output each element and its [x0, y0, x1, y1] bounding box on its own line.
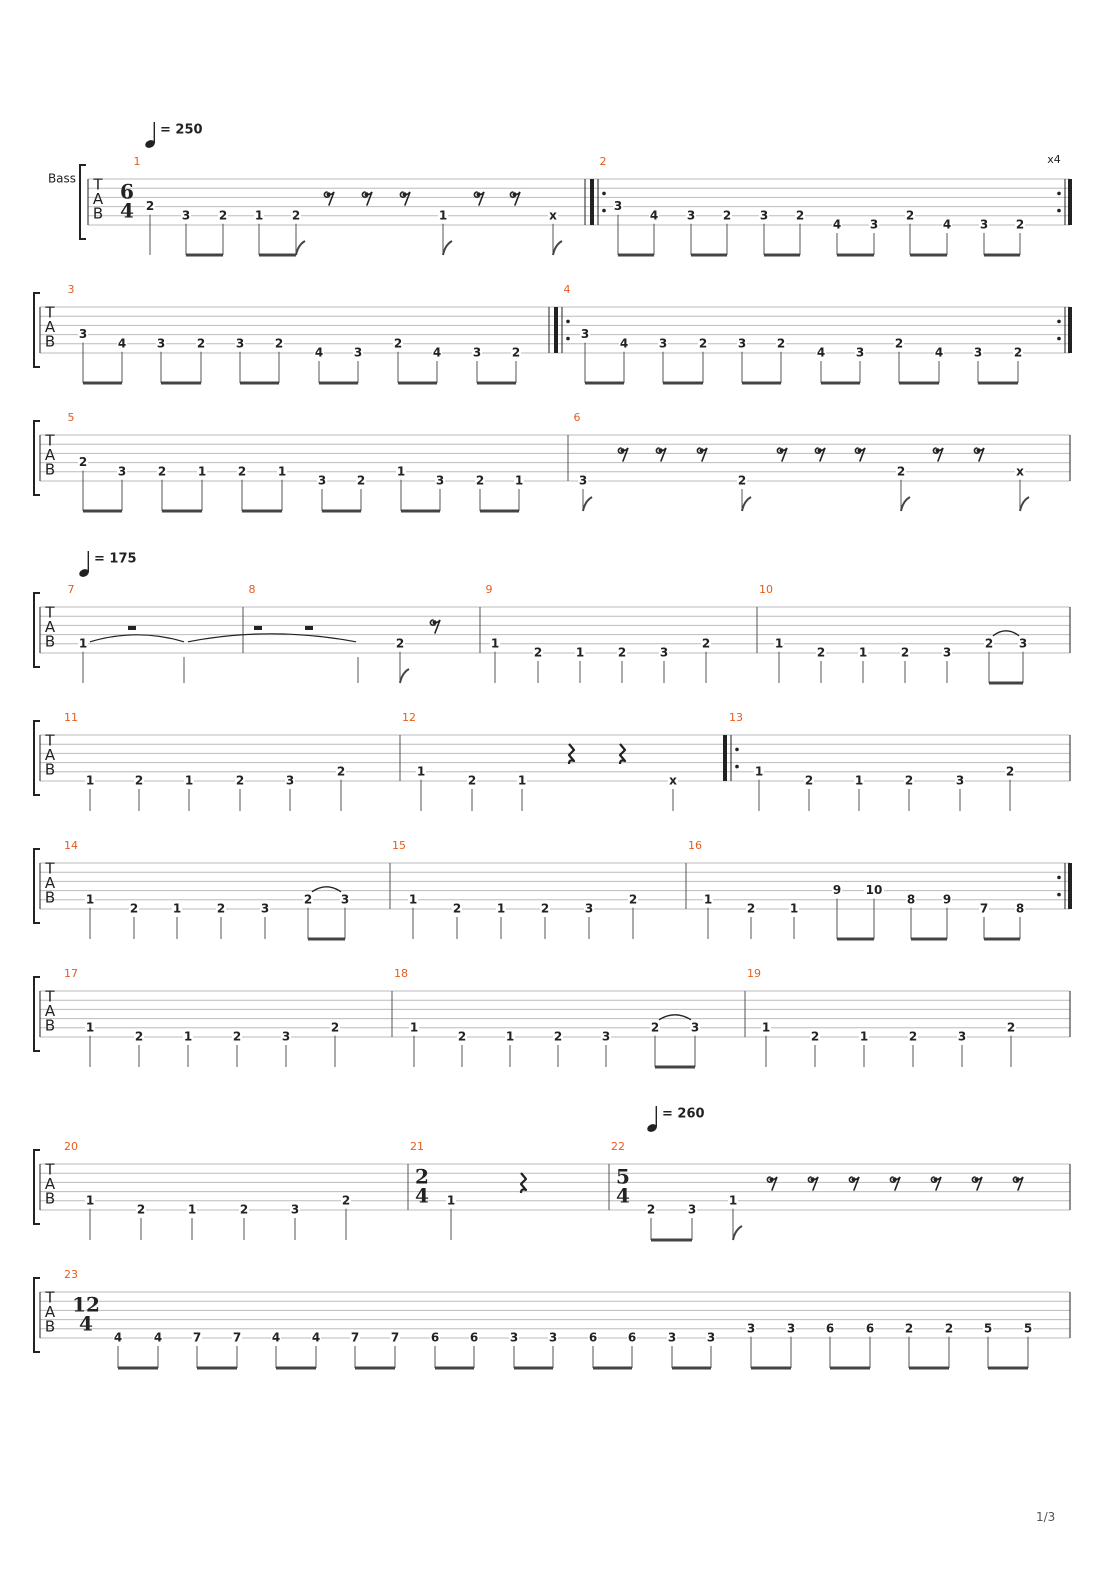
fret-number: 2 — [134, 1029, 144, 1044]
tab-system — [34, 411, 1070, 511]
fret-number: 4 — [619, 336, 629, 351]
tab-clef-letter: B — [44, 760, 56, 779]
system-bracket — [34, 1278, 40, 1352]
fret-number: 2 — [553, 1029, 563, 1044]
eighth-rest — [972, 1177, 982, 1190]
fret-number: 1 — [514, 473, 524, 488]
fret-number: 2 — [646, 1202, 656, 1217]
fret-number: 7 — [979, 901, 989, 916]
tab-system — [80, 155, 1070, 255]
fret-number: 2 — [795, 208, 805, 223]
fret-number: 3 — [957, 1029, 967, 1044]
note-flag — [733, 1226, 742, 1240]
fret-number: 4 — [934, 345, 944, 360]
tab-system — [34, 711, 1070, 811]
fret-number: 2 — [746, 901, 756, 916]
fret-number: 3 — [658, 336, 668, 351]
fret-number: 4 — [271, 1330, 281, 1345]
eighth-rest — [855, 448, 865, 461]
measure-number: 8 — [248, 583, 256, 596]
fret-number: 2 — [1006, 1020, 1016, 1035]
fret-number: 1 — [854, 773, 864, 788]
measure-number: 1 — [133, 155, 141, 168]
fret-number: 2 — [1013, 345, 1023, 360]
fret-number: 2 — [900, 645, 910, 660]
fret-number: 4 — [942, 217, 952, 232]
instrument-label: Bass — [47, 171, 77, 186]
fret-number: 3 — [746, 1321, 756, 1336]
fret-number: 4 — [117, 336, 127, 351]
tab-clef-letter: A — [92, 190, 104, 208]
system-bracket — [34, 721, 40, 795]
measure-number: 11 — [64, 711, 78, 724]
tempo-note-icon — [78, 551, 90, 578]
fret-number: 2 — [776, 336, 786, 351]
tab-clef-letter: B — [44, 632, 56, 651]
fret-number: 2 — [457, 1029, 467, 1044]
fret-number: 4 — [649, 208, 659, 223]
eighth-rest — [974, 448, 984, 461]
fret-number: 1 — [728, 1193, 738, 1208]
note-flag — [1020, 497, 1029, 511]
tab-clef-letter: B — [44, 332, 56, 351]
fret-number: 1 — [505, 1029, 515, 1044]
tab-clef-letter: T — [45, 731, 55, 750]
eighth-rest — [618, 448, 628, 461]
fret-number: 1 — [78, 636, 88, 651]
fret-number: 3 — [578, 473, 588, 488]
half-rest — [254, 626, 262, 630]
eighth-rest — [697, 448, 707, 461]
note-flag — [553, 241, 562, 255]
fret-number: 2 — [356, 473, 366, 488]
fret-number: 7 — [390, 1330, 400, 1345]
system-bracket — [34, 593, 40, 667]
fret-number: 1 — [187, 1202, 197, 1217]
tab-clef-letter: A — [44, 618, 56, 636]
fret-number: 2 — [129, 901, 139, 916]
repeat-dot — [1057, 192, 1061, 196]
fret-number: 2 — [804, 773, 814, 788]
note-flag — [400, 669, 409, 683]
eighth-rest — [815, 448, 825, 461]
fret-number: 2 — [452, 901, 462, 916]
fret-number: 1 — [754, 764, 764, 779]
tab-clef-letter: T — [45, 1288, 55, 1307]
fret-number: 2 — [239, 1202, 249, 1217]
fret-number: 2 — [722, 208, 732, 223]
fret-number: 2 — [218, 208, 228, 223]
tab-clef-letter: B — [44, 1317, 56, 1336]
time-signature-bottom: 4 — [120, 198, 134, 223]
measure-number: 6 — [573, 411, 581, 424]
eighth-rest — [656, 448, 666, 461]
fret-number: 3 — [580, 327, 590, 342]
fret-number: 1 — [184, 773, 194, 788]
time-signature-top: 2 — [415, 1164, 429, 1189]
fret-number: 2 — [395, 636, 405, 651]
eighth-rest — [430, 620, 440, 633]
time-signature-bottom: 4 — [415, 1183, 429, 1208]
fret-number: 3 — [759, 208, 769, 223]
tab-clef-letter: T — [45, 1160, 55, 1179]
fret-number: 2 — [134, 773, 144, 788]
fret-number: 3 — [317, 473, 327, 488]
eighth-rest — [400, 192, 410, 205]
system-bracket — [80, 165, 86, 239]
fret-number: 3 — [472, 345, 482, 360]
tab-clef-letter: A — [44, 1002, 56, 1020]
measure-number: 7 — [67, 583, 75, 596]
fret-number: 4 — [432, 345, 442, 360]
tab-clef-letter: T — [45, 303, 55, 322]
measure-number: 17 — [64, 967, 78, 980]
fret-number: 2 — [984, 636, 994, 651]
fret-number: 1 — [761, 1020, 771, 1035]
fret-number: 3 — [659, 645, 669, 660]
measure-number: 3 — [67, 283, 75, 296]
repeat-dot — [735, 765, 739, 769]
fret-number: 7 — [232, 1330, 242, 1345]
eighth-rest — [777, 448, 787, 461]
fret-number: 2 — [816, 645, 826, 660]
fret-number: 2 — [540, 901, 550, 916]
fret-number: 2 — [157, 464, 167, 479]
tab-clef-letter: A — [44, 318, 56, 336]
measure-number: 9 — [485, 583, 493, 596]
fret-number: 4 — [832, 217, 842, 232]
measure-number: 2 — [599, 155, 607, 168]
fret-number: 4 — [816, 345, 826, 360]
fret-number: 2 — [136, 1202, 146, 1217]
fret-number: 2 — [908, 1029, 918, 1044]
measure-number: 18 — [394, 967, 408, 980]
measure-number: 10 — [759, 583, 773, 596]
note-flag — [742, 497, 751, 511]
tie — [90, 635, 184, 642]
fret-number: 3 — [690, 1020, 700, 1035]
tempo-note-icon — [646, 1106, 658, 1133]
eighth-rest — [808, 1177, 818, 1190]
fret-number: 2 — [303, 892, 313, 907]
fret-number: 3 — [435, 473, 445, 488]
fret-number: x — [669, 773, 677, 788]
fret-number: 3 — [942, 645, 952, 660]
measure-number: 5 — [67, 411, 75, 424]
repeat-dot — [566, 320, 570, 324]
tab-system — [34, 1268, 1070, 1368]
fret-number: 3 — [78, 327, 88, 342]
time-signature-bottom: 4 — [616, 1183, 630, 1208]
tab-clef-letter: A — [44, 1175, 56, 1193]
fret-number: 7 — [350, 1330, 360, 1345]
fret-number: 1 — [172, 901, 182, 916]
time-signature-bottom: 4 — [79, 1311, 93, 1336]
fret-number: 5 — [983, 1321, 993, 1336]
tab-clef-letter: B — [44, 1189, 56, 1208]
measure-number: 21 — [410, 1140, 424, 1153]
fret-number: 3 — [687, 1202, 697, 1217]
fret-number: 1 — [85, 773, 95, 788]
half-rest — [128, 626, 136, 630]
tab-clef-letter: T — [45, 987, 55, 1006]
time-signature-top: 12 — [72, 1292, 100, 1317]
fret-number: 3 — [290, 1202, 300, 1217]
measure-number: 14 — [64, 839, 78, 852]
repeat-dot — [1057, 876, 1061, 880]
tab-system — [34, 1140, 1070, 1240]
fret-number: 2 — [894, 336, 904, 351]
fret-number: 3 — [1018, 636, 1028, 651]
fret-number: 2 — [896, 464, 906, 479]
tempo-marking: = 175 — [94, 551, 137, 567]
fret-number: 1 — [490, 636, 500, 651]
fret-number: 2 — [1005, 764, 1015, 779]
fret-number: 1 — [858, 645, 868, 660]
measure-number: 16 — [688, 839, 702, 852]
fret-number: 2 — [216, 901, 226, 916]
fret-number: 4 — [113, 1330, 123, 1345]
fret-number: 2 — [336, 764, 346, 779]
quarter-rest — [521, 1173, 526, 1193]
fret-number: 3 — [117, 464, 127, 479]
fret-number: 3 — [613, 199, 623, 214]
quarter-rest — [569, 744, 574, 764]
fret-number: x — [549, 208, 557, 223]
fret-number: 2 — [650, 1020, 660, 1035]
fret-number: 1 — [438, 208, 448, 223]
eighth-rest — [890, 1177, 900, 1190]
fret-number: 2 — [274, 336, 284, 351]
fret-number: 4 — [314, 345, 324, 360]
fret-number: 1 — [446, 1193, 456, 1208]
fret-number: 3 — [855, 345, 865, 360]
tab-system — [34, 283, 1070, 383]
measure-number: 19 — [747, 967, 761, 980]
measure-number: 13 — [729, 711, 743, 724]
fret-number: 9 — [942, 892, 952, 907]
fret-number: 3 — [353, 345, 363, 360]
note-flag — [583, 497, 592, 511]
fret-number: 2 — [617, 645, 627, 660]
fret-number: 6 — [430, 1330, 440, 1345]
fret-number: 3 — [285, 773, 295, 788]
repeat-count: x4 — [1047, 153, 1061, 166]
fret-number: 8 — [1015, 901, 1025, 916]
tab-clef-letter: T — [45, 431, 55, 450]
tab-clef-letter: B — [44, 1016, 56, 1035]
tab-clef-letter: T — [45, 603, 55, 622]
fret-number: 1 — [789, 901, 799, 916]
fret-number: 2 — [341, 1193, 351, 1208]
fret-number: 7 — [192, 1330, 202, 1345]
fret-number: 6 — [627, 1330, 637, 1345]
eighth-rest — [849, 1177, 859, 1190]
fret-number: 5 — [1023, 1321, 1033, 1336]
fret-number: 3 — [509, 1330, 519, 1345]
time-signature-top: 5 — [616, 1164, 630, 1189]
repeat-dot — [1057, 320, 1061, 324]
fret-number: 2 — [905, 208, 915, 223]
fret-number: 1 — [575, 645, 585, 660]
repeat-dot — [1057, 209, 1061, 213]
note-flag — [296, 241, 305, 255]
eighth-rest — [767, 1177, 777, 1190]
repeat-dot — [1057, 893, 1061, 897]
tab-clef-letter: B — [44, 888, 56, 907]
fret-number: 6 — [469, 1330, 479, 1345]
fret-number: 3 — [260, 901, 270, 916]
fret-number: 1 — [703, 892, 713, 907]
half-rest — [305, 626, 313, 630]
repeat-dot — [602, 209, 606, 213]
fret-number: 2 — [196, 336, 206, 351]
fret-number: 3 — [340, 892, 350, 907]
eighth-rest — [324, 192, 334, 205]
fret-number: 2 — [904, 773, 914, 788]
tab-clef-letter: B — [44, 460, 56, 479]
note-flag — [443, 241, 452, 255]
eighth-rest — [1013, 1177, 1023, 1190]
fret-number: 1 — [85, 1193, 95, 1208]
fret-number: 3 — [235, 336, 245, 351]
fret-number: 3 — [706, 1330, 716, 1345]
fret-number: 1 — [197, 464, 207, 479]
fret-number: 3 — [181, 208, 191, 223]
fret-number: 3 — [156, 336, 166, 351]
tab-system — [34, 967, 1070, 1067]
fret-number: 1 — [396, 464, 406, 479]
system-bracket — [34, 421, 40, 495]
repeat-dot — [735, 748, 739, 752]
measure-number: 4 — [563, 283, 571, 296]
fret-number: 2 — [235, 773, 245, 788]
tab-clef-letter: A — [44, 874, 56, 892]
fret-number: 3 — [973, 345, 983, 360]
fret-number: 2 — [475, 473, 485, 488]
fret-number: 6 — [588, 1330, 598, 1345]
fret-number: 2 — [701, 636, 711, 651]
note-flag — [901, 497, 910, 511]
fret-number: 3 — [601, 1029, 611, 1044]
tab-clef-letter: T — [45, 859, 55, 878]
fret-number: 9 — [832, 883, 842, 898]
system-bracket — [34, 977, 40, 1051]
fret-number: 2 — [533, 645, 543, 660]
fret-number: 3 — [548, 1330, 558, 1345]
tab-clef-letter: B — [92, 204, 104, 223]
measure-number: 15 — [392, 839, 406, 852]
fret-number: 3 — [686, 208, 696, 223]
eighth-rest — [933, 448, 943, 461]
fret-number: 3 — [281, 1029, 291, 1044]
repeat-dot — [602, 192, 606, 196]
page-number: 1/3 — [1036, 1510, 1056, 1524]
tab-clef-letter: A — [44, 1303, 56, 1321]
fret-number: 1 — [85, 892, 95, 907]
system-bracket — [34, 293, 40, 367]
fret-number: 1 — [254, 208, 264, 223]
tab-clef-letter: T — [93, 175, 103, 194]
fret-number: 2 — [904, 1321, 914, 1336]
fret-number: 1 — [183, 1029, 193, 1044]
fret-number: 2 — [698, 336, 708, 351]
fret-number: 2 — [1015, 217, 1025, 232]
fret-number: 2 — [511, 345, 521, 360]
fret-number: 2 — [944, 1321, 954, 1336]
system-bracket — [34, 1150, 40, 1224]
fret-number: 1 — [408, 892, 418, 907]
tab-clef-letter: A — [44, 746, 56, 764]
fret-number: 6 — [825, 1321, 835, 1336]
fret-number: 2 — [393, 336, 403, 351]
fret-number: 2 — [737, 473, 747, 488]
fret-number: 1 — [517, 773, 527, 788]
fret-number: 10 — [865, 883, 883, 898]
fret-number: 3 — [955, 773, 965, 788]
fret-number: 2 — [467, 773, 477, 788]
fret-number: 2 — [145, 199, 155, 214]
fret-number: 3 — [869, 217, 879, 232]
tempo-note-icon — [144, 122, 156, 149]
fret-number: 6 — [865, 1321, 875, 1336]
fret-number: 2 — [237, 464, 247, 479]
tempo-marking: = 250 — [160, 122, 203, 138]
eighth-rest — [474, 192, 484, 205]
fret-number: 4 — [153, 1330, 163, 1345]
measure-number: 12 — [402, 711, 416, 724]
eighth-rest — [931, 1177, 941, 1190]
fret-number: 1 — [409, 1020, 419, 1035]
fret-number: x — [1016, 464, 1024, 479]
system-bracket — [34, 849, 40, 923]
tab-clef-letter: A — [44, 446, 56, 464]
fret-number: 8 — [906, 892, 916, 907]
fret-number: 3 — [584, 901, 594, 916]
fret-number: 2 — [291, 208, 301, 223]
fret-number: 1 — [416, 764, 426, 779]
fret-number: 2 — [330, 1020, 340, 1035]
fret-number: 1 — [859, 1029, 869, 1044]
tempo-marking: = 260 — [662, 1106, 705, 1122]
fret-number: 1 — [85, 1020, 95, 1035]
time-signature-top: 6 — [120, 179, 134, 204]
fret-number: 2 — [78, 455, 88, 470]
measure-number: 20 — [64, 1140, 78, 1153]
eighth-rest — [510, 192, 520, 205]
repeat-dot — [1057, 337, 1061, 341]
fret-number: 2 — [628, 892, 638, 907]
measure-number: 22 — [611, 1140, 625, 1153]
fret-number: 3 — [737, 336, 747, 351]
measure-number: 23 — [64, 1268, 78, 1281]
fret-number: 2 — [810, 1029, 820, 1044]
fret-number: 2 — [232, 1029, 242, 1044]
fret-number: 3 — [979, 217, 989, 232]
tab-system — [34, 583, 1070, 683]
fret-number: 3 — [786, 1321, 796, 1336]
repeat-dot — [566, 337, 570, 341]
eighth-rest — [362, 192, 372, 205]
fret-number: 1 — [496, 901, 506, 916]
tab-system — [34, 839, 1070, 939]
fret-number: 4 — [311, 1330, 321, 1345]
fret-number: 1 — [774, 636, 784, 651]
fret-number: 3 — [667, 1330, 677, 1345]
fret-number: 1 — [277, 464, 287, 479]
quarter-rest — [620, 744, 625, 764]
